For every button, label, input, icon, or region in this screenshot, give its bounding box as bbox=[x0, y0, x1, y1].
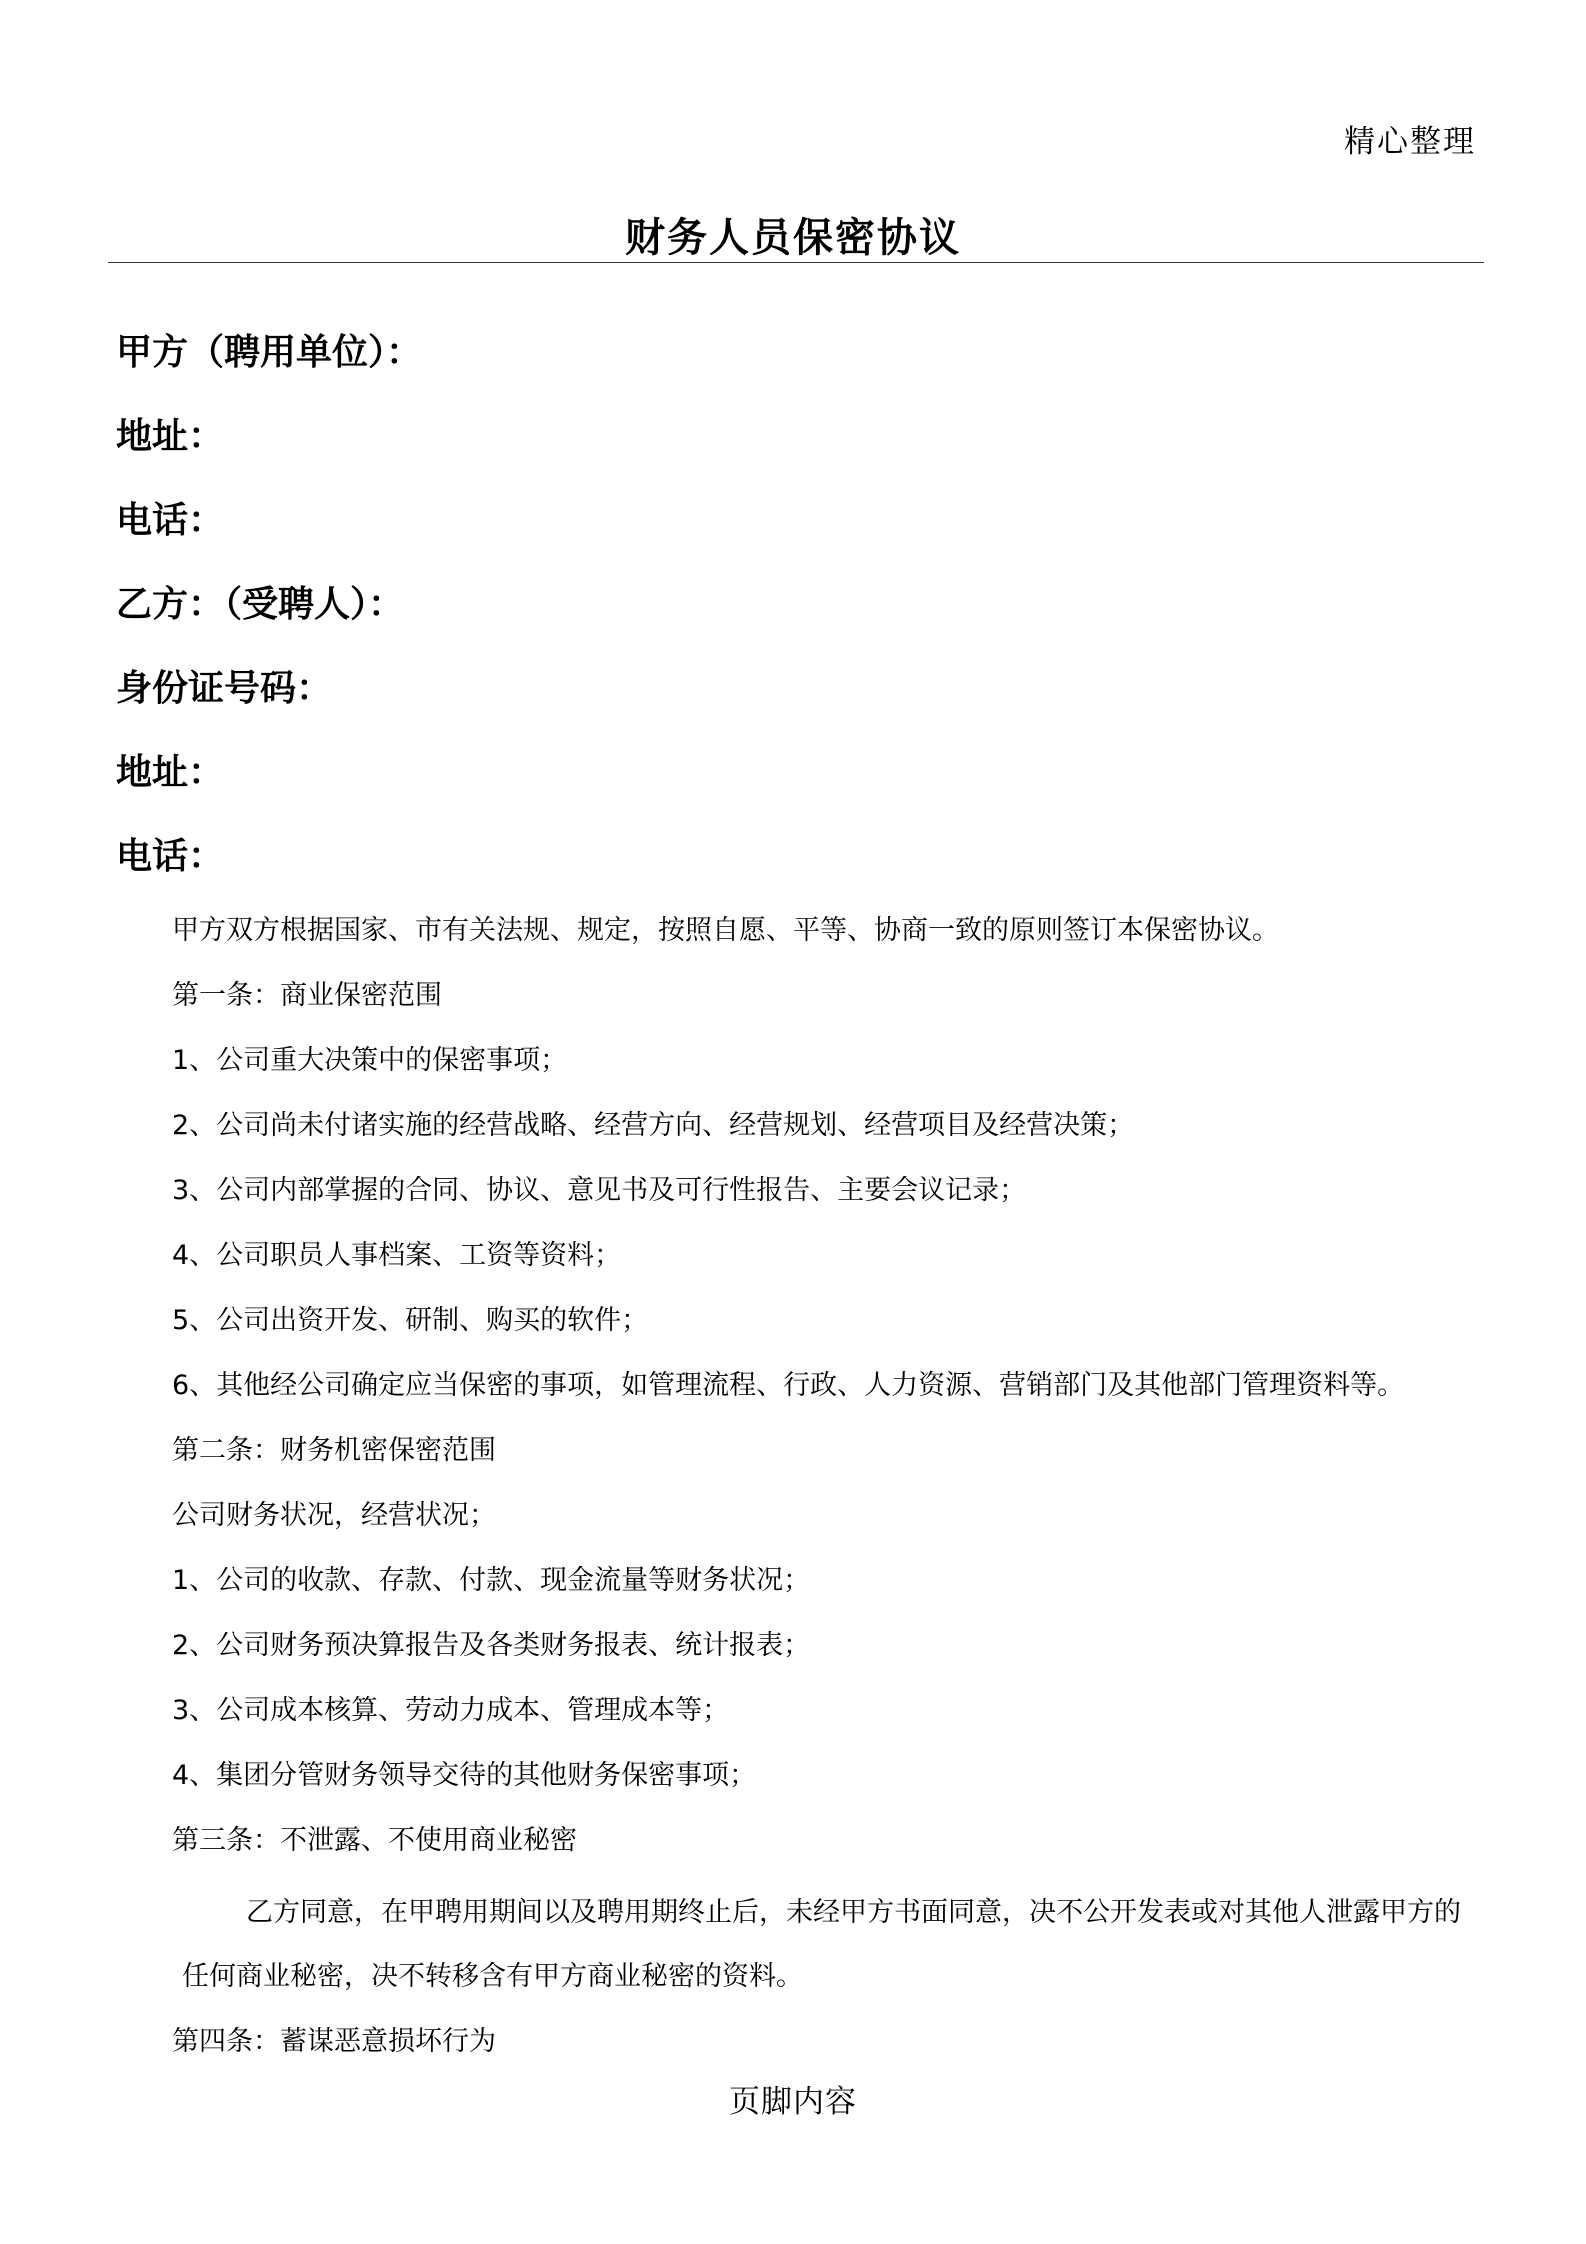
party-a-address-label: 地址： bbox=[116, 416, 225, 457]
party-a-label: 甲方（聘用单位）： bbox=[116, 332, 423, 373]
party-a-phone-label: 电话： bbox=[116, 500, 225, 541]
article-2-item-2: 2、公司财务预决算报告及各类财务报表、统计报表； bbox=[172, 1630, 811, 1661]
party-b-id-number-label: 身份证号码： bbox=[116, 668, 333, 709]
article-1-item-5: 5、公司出资开发、研制、购买的软件； bbox=[172, 1305, 649, 1336]
title-divider bbox=[108, 262, 1484, 263]
article-2-intro: 公司财务状况，经营状况； bbox=[172, 1500, 496, 1531]
article-2-item-4: 4、集团分管财务领导交待的其他财务保密事项； bbox=[172, 1760, 757, 1791]
document-title: 财务人员保密协议 bbox=[625, 215, 961, 261]
article-3-paragraph: 乙方同意，在甲聘用期间以及聘用期终止后，未经甲方书面同意，决不公开发表或对其他人泄露甲方的任何商业秘密，决不转移含有甲方商业秘密的资料。 bbox=[182, 1897, 1461, 1992]
article-2-item-1: 1、公司的收款、存款、付款、现金流量等财务状况； bbox=[172, 1565, 811, 1596]
article-1-item-3: 3、公司内部掌握的合同、协议、意见书及可行性报告、主要会议记录； bbox=[172, 1175, 1027, 1206]
article-4-heading: 第四条：蓄谋恶意损坏行为 bbox=[172, 2026, 496, 2057]
agreement-body bbox=[172, 906, 1482, 2082]
article-2-heading: 第二条：财务机密保密范围 bbox=[172, 1435, 496, 1466]
footer-note: 页脚内容 bbox=[729, 2084, 857, 2120]
article-2-item-3: 3、公司成本核算、劳动力成本、管理成本等； bbox=[172, 1695, 730, 1726]
article-1-heading: 第一条：商业保密范围 bbox=[172, 980, 442, 1011]
party-info-fields bbox=[116, 325, 422, 913]
preamble-paragraph: 甲方双方根据国家、市有关法规、规定，按照自愿、平等、协商一致的原则签订本保密协议。 bbox=[172, 915, 1279, 946]
party-b-label: 乙方：（受聘人）： bbox=[116, 584, 405, 625]
article-1-item-6: 6、其他经公司确定应当保密的事项，如管理流程、行政、人力资源、营销部门及其他部门管理资料等。 bbox=[172, 1370, 1405, 1401]
header-note: 精心整理 bbox=[1344, 124, 1476, 160]
article-1-item-2: 2、公司尚未付诸实施的经营战略、经营方向、经营规划、经营项目及经营决策； bbox=[172, 1110, 1135, 1141]
article-1-item-4: 4、公司职员人事档案、工资等资料； bbox=[172, 1240, 622, 1271]
party-b-phone-label: 电话： bbox=[116, 836, 225, 877]
article-1-item-1: 1、公司重大决策中的保密事项； bbox=[172, 1045, 568, 1076]
article-3-heading: 第三条：不泄露、不使用商业秘密 bbox=[172, 1825, 577, 1856]
party-b-address-label: 地址： bbox=[116, 752, 225, 793]
